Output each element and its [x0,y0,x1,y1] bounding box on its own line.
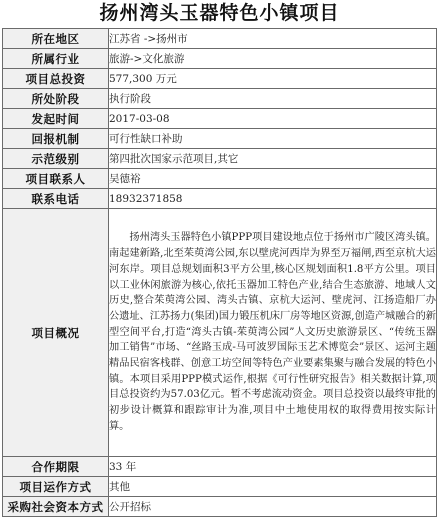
row-region [3,29,437,49]
page-title: 扬州湾头玉器特色小镇项目 [99,2,340,24]
region-label: 所在地区 [3,29,109,49]
cooperation-period-label: 合作期限 [3,457,109,477]
total-investment-label: 项目总投资 [3,69,109,89]
procurement-method-label: 采购社会资本方式 [3,497,109,517]
row-stage [3,89,437,109]
demo-level-value: 第四批次国家示范项目,其它 [109,149,437,169]
project-info-table [2,28,437,517]
return-mechanism-label: 回报机制 [3,129,109,149]
row-launch-date [3,109,437,129]
operation-mode-value: 其他 [109,477,437,497]
return-mechanism-value: 可行性缺口补助 [109,129,437,149]
row-operation-mode [3,477,437,497]
row-cooperation-period [3,457,437,477]
row-contact-person [3,169,437,189]
total-investment-value: 577,300 万元 [109,69,437,89]
row-demo-level [3,149,437,169]
overview-text: 扬州湾头玉器特色小镇PPP项目建设地点位于扬州市广陵区湾头镇。南起建新路,北至茱萸湾公园,东以壁虎河西岸为界至万福闸,西至京杭大运河东岸。项目总规划面积3平方公里,核心区规划面积1.8平方公里。项目以工业休闲旅游为核心,依托玉器加工特色产业,结合生态旅游、地域人文历史,整合茱萸湾公园、湾头古镇、京杭大运河、壁虎河、江扬造船厂办公遗址、江苏扬力(集团)国力锻压机床厂房等地区资源,创造产城融合的新型空间平台,打造“湾头古镇-茱萸湾公园”人文历史旅游景区、“传统玉器加工销售”市场、“丝路玉成-马可波罗国际玉艺术博览会”景区、运河主题精品民宿客栈群、创意工坊空间等特色产业要素集聚与融合发展的特色小镇。本项目采用PPP模式运作,根据《可行性研究报告》相关数据计算,项目总投资约为57.03亿元。暂不考虑流动资金。项目总投资以最终审批的初步设计概算和跟踪审计为准,项目中土地使用权的取得费用按实际计算。 [109,209,437,457]
contact-phone-label: 联系电话 [3,189,109,209]
contact-person-label: 项目联系人 [3,169,109,189]
row-industry [3,49,437,69]
launch-date-label: 发起时间 [3,109,109,129]
row-contact-phone [3,189,437,209]
demo-level-label: 示范级别 [3,149,109,169]
contact-phone-value: 18932371858 [109,189,437,209]
row-return-mechanism [3,129,437,149]
contact-person-value: 吴德裕 [109,169,437,189]
overview-label: 项目概况 [3,209,109,457]
row-total-investment [3,69,437,89]
stage-label: 所处阶段 [3,89,109,109]
industry-value: 旅游->文化旅游 [109,49,437,69]
row-overview [3,209,437,457]
stage-value: 执行阶段 [109,89,437,109]
industry-label: 所属行业 [3,49,109,69]
procurement-method-value: 公开招标 [109,497,437,517]
launch-date-value: 2017-03-08 [109,109,437,129]
operation-mode-label: 项目运作方式 [3,477,109,497]
region-value: 江苏省 ->扬州市 [109,29,437,49]
cooperation-period-value: 33 年 [109,457,437,477]
